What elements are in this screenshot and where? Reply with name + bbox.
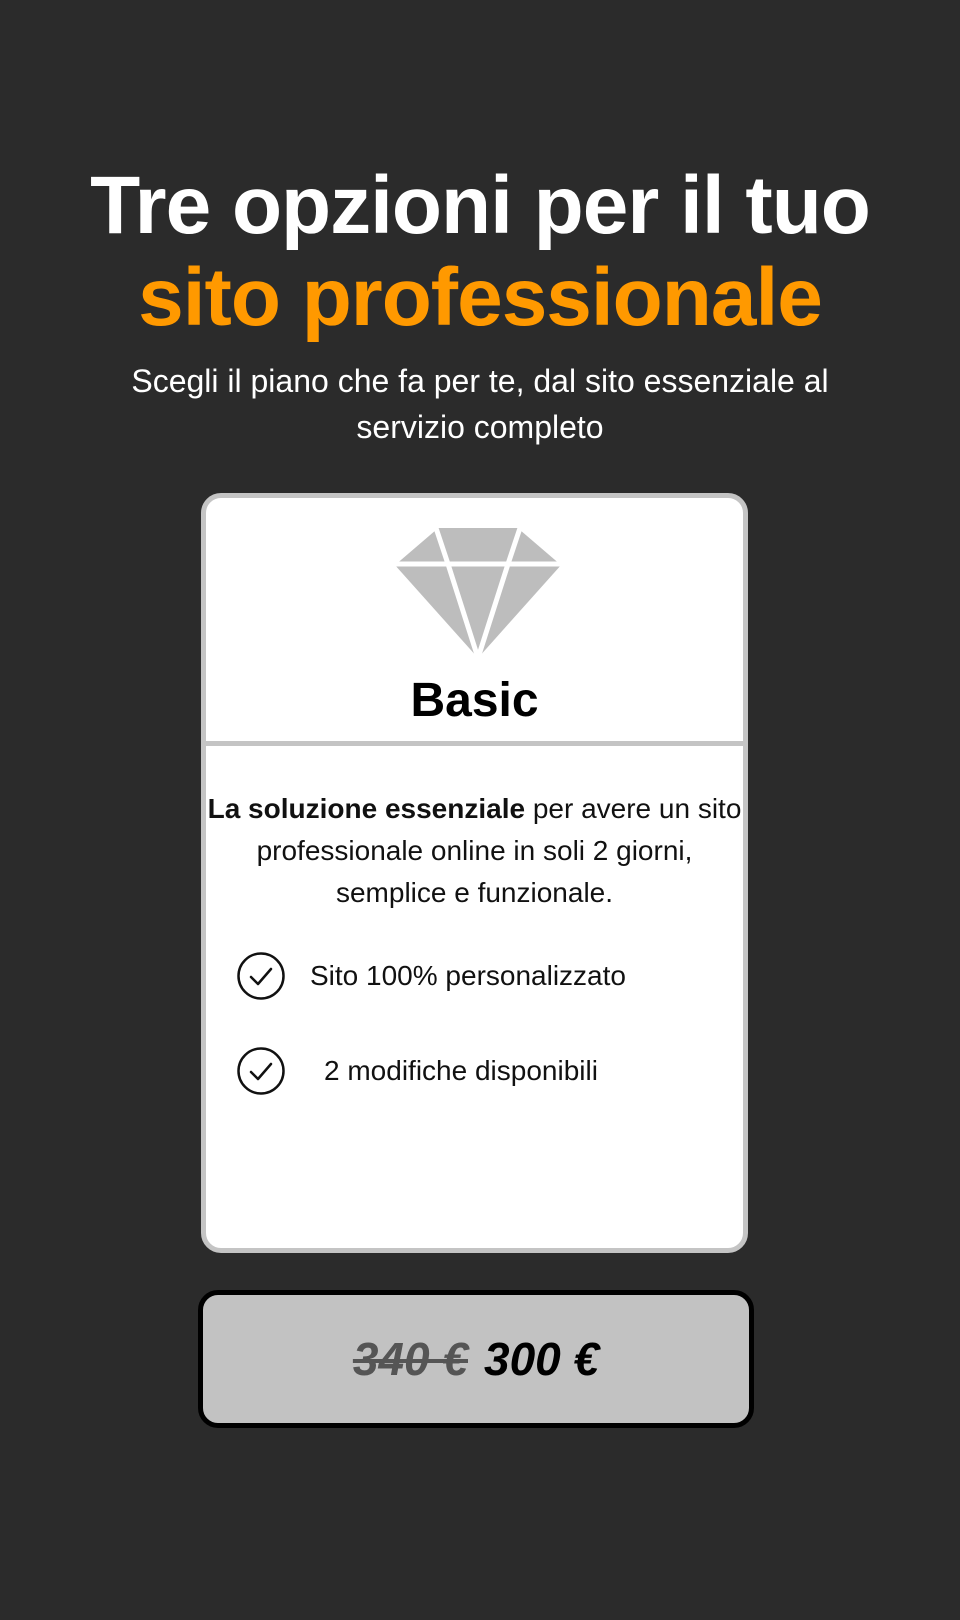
- feature-item: [236, 950, 716, 1002]
- check-circle-icon: [236, 951, 286, 1001]
- feature-label: Sito 100% personalizzato: [310, 960, 626, 991]
- check-circle-icon: [236, 1046, 286, 1096]
- plan-description: [206, 788, 743, 914]
- price-button[interactable]: [198, 1290, 754, 1428]
- plan-name: Basic: [410, 674, 539, 727]
- plan-description-text: per avere un sito professionale online in soli 2 giorni, semplice e funzionale.: [256, 793, 742, 908]
- diamond-icon: [392, 526, 564, 658]
- page-title: Tre opzioni per il tuo: [90, 160, 870, 251]
- plan-description-bold: La soluzione essenziale: [207, 793, 526, 824]
- feature-item: [236, 1045, 716, 1097]
- hero-section: [0, 160, 960, 450]
- plan-card-basic: [201, 493, 748, 1253]
- page-title-highlight: sito professionale: [138, 252, 822, 343]
- page-subtitle: Scegli il piano che fa per te, dal sito essenziale al servizio completo: [131, 363, 829, 445]
- new-price: 300 €: [484, 1333, 600, 1385]
- feature-label: 2 modifiche disponibili: [324, 1055, 598, 1086]
- card-divider: [206, 741, 743, 746]
- old-price: 340 €: [352, 1333, 468, 1385]
